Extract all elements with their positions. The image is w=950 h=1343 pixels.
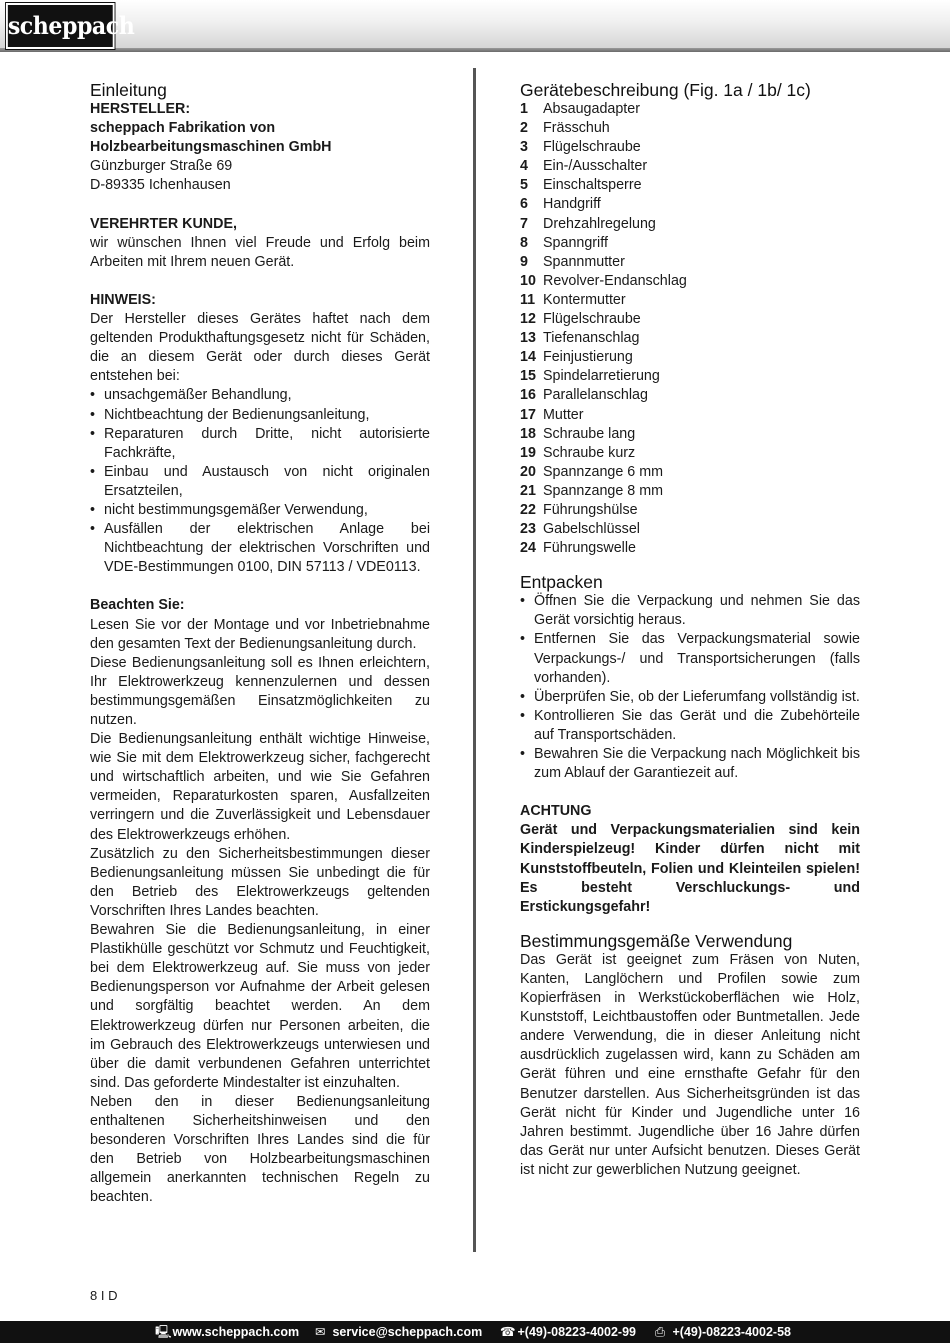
list-item: • Ausfällen der elektrischen Anlage bei Nichtbeachtung der elektrischen Vorschriften und VDE-Bestimmungen 0100, DIN 57113 / VDE0113.	[90, 520, 430, 577]
list-item: • Einbau und Austausch von nicht originalen Ersatzteilen,	[90, 463, 430, 501]
unpack-title: Entpacken	[520, 572, 603, 593]
part-number: 20	[520, 463, 536, 480]
part-item	[520, 329, 860, 348]
part-label: Spannzange 8 mm	[543, 482, 664, 499]
part-label: Schraube lang	[543, 425, 636, 442]
part-number: 5	[520, 177, 528, 194]
phone-number: +(49)-08223-4002-99	[517, 1325, 636, 1339]
part-number: 15	[520, 368, 536, 385]
list-item: • unsachgemäßer Behandlung,	[90, 386, 430, 405]
brand-logo: scheppach	[6, 3, 115, 49]
page-number: 8 I D	[90, 1288, 118, 1303]
list-item: • Bewahren Sie die Verpackung nach Möglichkeit bis zum Ablauf der Garantiezeit auf.	[520, 745, 860, 783]
part-label: Ein-/Ausschalter	[543, 158, 648, 175]
use-title: Bestimmungsgemäße Verwendung	[520, 930, 793, 951]
header-rule	[0, 48, 950, 52]
part-label: Revolver-Endanschlag	[543, 272, 687, 289]
unpack-list	[520, 592, 860, 783]
footer-phone	[500, 1321, 636, 1343]
part-number: 12	[520, 311, 536, 328]
part-item	[520, 176, 860, 195]
parts-list	[520, 100, 860, 558]
email-link[interactable]: service@scheppach.com	[332, 1325, 483, 1339]
part-item	[520, 482, 860, 501]
part-label: Spanngriff	[543, 234, 608, 251]
manufacturer-name-line: Holzbearbeitungsmaschinen GmbH	[90, 139, 332, 156]
part-number: 24	[520, 540, 536, 557]
part-label: Drehzahlregelung	[543, 215, 656, 232]
list-item: • Entfernen Sie das Verpackungsmaterial sowie Verpackungs-/ und Transportsicherungen (falls vorhanden).	[520, 630, 860, 687]
part-label: Spindelarretierung	[543, 368, 660, 385]
parts-title: Gerätebeschreibung (Fig. 1a / 1b/ 1c)	[520, 80, 811, 100]
note-text: Der Hersteller dieses Gerätes haftet nach dem geltenden Produkthaftungsgesetz nicht für Schäden, die an diesem Gerät oder durch dieses Gerät entstehen bei:	[90, 311, 430, 385]
part-number: 4	[520, 158, 528, 175]
part-label: Handgriff	[543, 196, 601, 213]
part-label: Spannmutter	[543, 253, 625, 270]
part-number: 9	[520, 253, 528, 270]
right-column	[520, 80, 860, 1180]
part-number: 23	[520, 521, 536, 538]
phone-icon: ☎	[500, 1325, 516, 1339]
part-item	[520, 348, 860, 367]
part-number: 3	[520, 139, 528, 156]
list-item: • Reparaturen durch Dritte, nicht autorisierte Fachkräfte,	[90, 425, 430, 463]
part-number: 7	[520, 215, 528, 232]
part-label: Feinjustierung	[543, 349, 633, 366]
address-line: D-89335 Ichenhausen	[90, 177, 231, 194]
attention-paragraph: Zusätzlich zu den Sicherheitsbestimmungen dieser Bedienungsanleitung müssen Sie unbedingt die für den Betrieb des Elektrowerkzeugs geltenden Vorschriften Ihres Landes beachten.	[90, 845, 430, 919]
list-item: • Kontrollieren Sie das Gerät und die Zubehörteile auf Transportschäden.	[520, 707, 860, 745]
intro-title: Einleitung	[90, 80, 167, 100]
part-number: 21	[520, 482, 536, 499]
part-label: Mutter	[543, 406, 584, 423]
attention-paragraph: Lesen Sie vor der Montage und vor Inbetriebnahme den gesamten Text der Bedienungsanleitung durch.	[90, 616, 430, 652]
part-item	[520, 310, 860, 329]
part-label: Einschaltsperre	[543, 177, 642, 194]
fax-icon: ⎙	[655, 1325, 666, 1339]
list-item: • nicht bestimmungsgemäßer Verwendung,	[90, 501, 430, 520]
mail-icon: ✉	[315, 1325, 326, 1339]
column-divider	[473, 68, 476, 1252]
footer-website[interactable]	[155, 1321, 299, 1343]
part-number: 19	[520, 444, 536, 461]
part-number: 18	[520, 425, 536, 442]
manufacturer-name-line: scheppach Fabrikation von	[90, 120, 276, 137]
part-number: 6	[520, 196, 528, 213]
part-label: Absaugadapter	[543, 101, 640, 117]
part-item	[520, 501, 860, 520]
part-item	[520, 291, 860, 310]
note-list	[90, 386, 430, 577]
part-label: Gabelschlüssel	[543, 521, 640, 538]
list-item: • Überprüfen Sie, ob der Lieferumfang vollständig ist.	[520, 688, 860, 707]
customer-label: VEREHRTER KUNDE,	[90, 215, 237, 232]
footer-email[interactable]	[315, 1321, 482, 1343]
attention-paragraph: Die Bedienungsanleitung enthält wichtige Hinweise, wie Sie mit dem Elektrowerkzeug sicher, fachgerecht und wirtschaftlich arbeiten, und wie Sie Gefahren vermeiden, Reparaturkosten sparen, Ausfallzeiten verringern und die Zuverlässigkeit und Lebensdauer des Elektrowerkzeugs erhöhen.	[90, 731, 430, 843]
list-item: • Öffnen Sie die Verpackung und nehmen Sie das Gerät vorsichtig heraus.	[520, 592, 860, 630]
attention-paragraph: Diese Bedienungsanleitung soll es Ihnen erleichtern, Ihr Elektrowerkzeug kennenzulernen und dessen bestimmungsgemäßen Einsatzmöglichkeiten zu nutzen.	[90, 654, 430, 728]
computer-icon: 🖳	[155, 1325, 172, 1339]
part-label: Tiefenanschlag	[543, 330, 640, 347]
note-label: HINWEIS:	[90, 291, 156, 308]
part-number: 2	[520, 120, 528, 137]
part-item	[520, 100, 860, 119]
part-label: Parallelanschlag	[543, 387, 648, 404]
attention-label: Beachten Sie:	[90, 597, 185, 614]
footer-fax	[655, 1321, 791, 1343]
part-number: 1	[520, 101, 528, 117]
part-item	[520, 386, 860, 405]
part-label: Flügelschraube	[543, 139, 641, 156]
part-number: 11	[520, 291, 536, 308]
part-label: Flügelschraube	[543, 311, 641, 328]
warning-text: Gerät und Verpackungsmaterialien sind kein Kinderspielzeug! Kinder dürfen nicht mit Kunststoffbeuteln, Folien und Kleinteilen spielen! Es besteht Verschluckungs- und Erstickungsgefahr!	[520, 822, 860, 915]
part-item	[520, 138, 860, 157]
part-item	[520, 272, 860, 291]
part-number: 13	[520, 330, 536, 347]
part-item	[520, 157, 860, 176]
attention-paragraph: Bewahren Sie die Bedienungsanleitung, in einer Plastikhülle geschützt vor Schmutz und Feuchtigkeit, bei dem Elektrowerkzeug auf. Sie muss von jeder Bedienungsperson vor Aufnahme der Arbeit gelesen und sorgfältig beachtet werden. An dem Elektrowerkzeug dürfen nur Personen arbeiten, die im Gebrauch des Elektrowerkzeugs unterwiesen und über die damit verbundenen Gefahren unterrichtet sind. Das geforderte Mindestalter ist einzuhalten.	[90, 922, 430, 1091]
footer-bar	[0, 1321, 950, 1343]
part-label: Führungshülse	[543, 501, 638, 518]
header-band	[0, 0, 950, 48]
website-link[interactable]: www.scheppach.com	[172, 1325, 300, 1339]
customer-text: wir wünschen Ihnen viel Freude und Erfolg beim Arbeiten mit Ihrem neuen Gerät.	[90, 234, 430, 270]
left-column	[90, 80, 430, 1207]
part-item	[520, 444, 860, 463]
part-item	[520, 367, 860, 386]
part-item	[520, 253, 860, 272]
address-line: Günzburger Straße 69	[90, 158, 233, 175]
manufacturer-label: HERSTELLER:	[90, 101, 191, 117]
part-item	[520, 215, 860, 234]
part-number: 17	[520, 406, 536, 423]
part-number: 16	[520, 387, 536, 404]
attention-paragraph: Neben den in dieser Bedienungsanleitung enthaltenen Sicherheitshinweisen und den besonderen Vorschriften Ihres Landes sind die für den Betrieb von Holzbearbeitungsmaschinen allgemein anerkannten technischen Regeln zu beachten.	[90, 1093, 430, 1206]
part-item	[520, 520, 860, 539]
part-number: 10	[520, 272, 536, 289]
part-item	[520, 463, 860, 482]
list-item: • Nichtbeachtung der Bedienungsanleitung,	[90, 406, 430, 425]
use-text: Das Gerät ist geeignet zum Fräsen von Nuten, Kanten, Langlöchern und Profilen sowie zum Kopierfräsen in Werkstückoberflächen wie Holz, Kunststoff, Leichtbaustoffen oder Buntmetallen. Jede andere Verwendung, die in dieser Anleitung nicht ausdrücklich zugelassen wird, kann zu Schäden am Gerät führen und eine ernsthafte Gefahr für den Benutzer darstellen. Aus Sicherheitsgründen ist das Gerät nicht für Kinder und Jugendliche unter 16 Jahren bestimmt. Jugendliche über 16 Jahre dürfen das Gerät nur unter Aufsicht benutzen. Dieses Gerät ist nicht zur gewerblichen Nutzung geeignet.	[520, 951, 860, 1178]
part-label: Frässchuh	[543, 120, 610, 137]
fax-number: +(49)-08223-4002-58	[672, 1325, 791, 1339]
part-label: Kontermutter	[543, 291, 626, 308]
part-label: Spannzange 6 mm	[543, 463, 664, 480]
part-number: 14	[520, 349, 536, 366]
part-number: 8	[520, 234, 528, 251]
part-item	[520, 406, 860, 425]
part-label: Schraube kurz	[543, 444, 636, 461]
part-item	[520, 195, 860, 214]
warning-label: ACHTUNG	[520, 803, 592, 820]
part-item	[520, 539, 860, 558]
part-item	[520, 234, 860, 253]
part-item	[520, 425, 860, 444]
part-item	[520, 119, 860, 138]
part-label: Führungswelle	[543, 540, 636, 557]
part-number: 22	[520, 501, 536, 518]
